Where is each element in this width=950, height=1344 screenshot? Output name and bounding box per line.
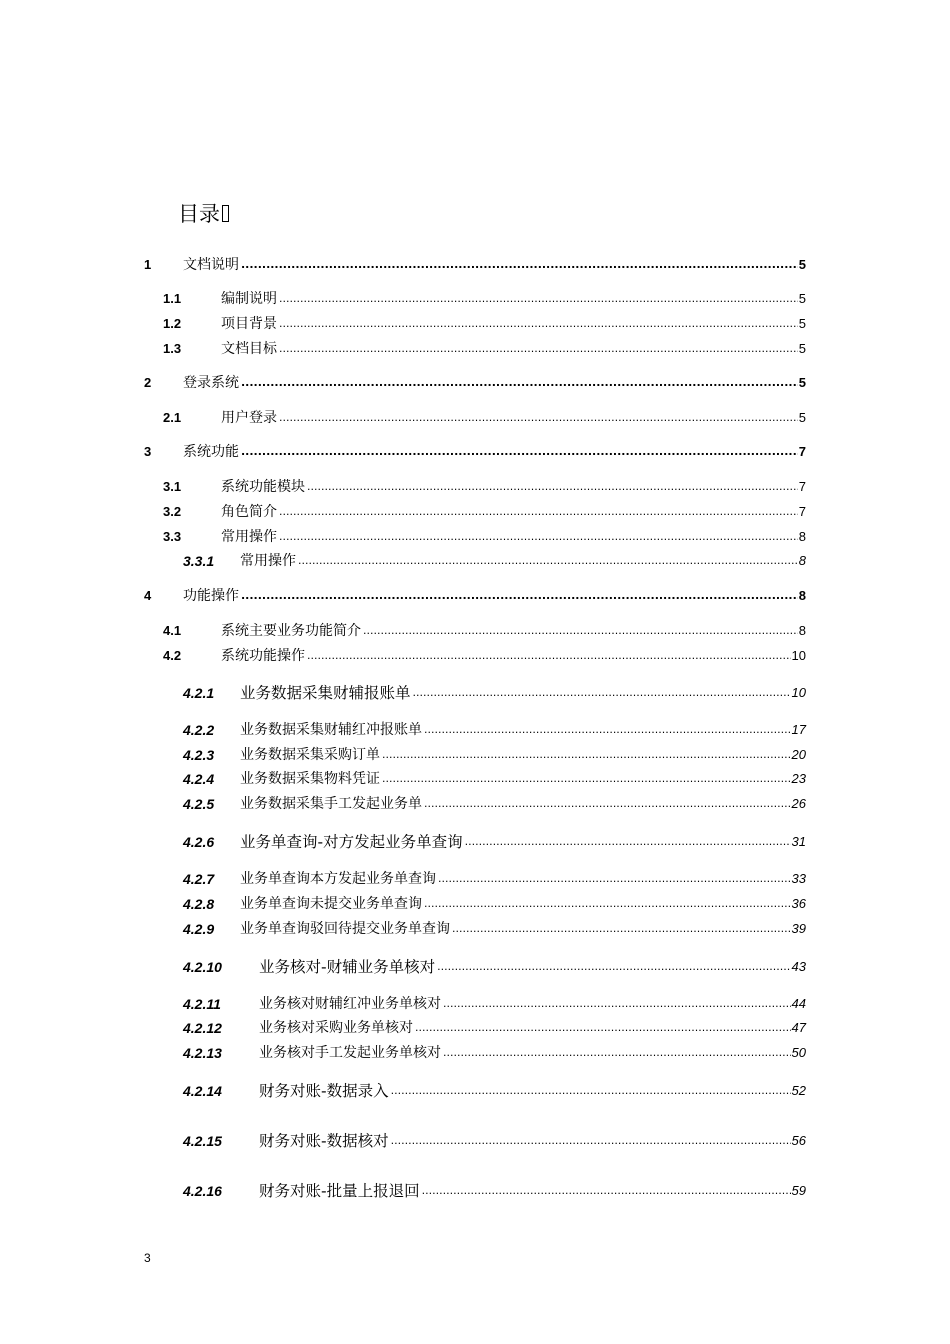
toc-leader-dots <box>437 956 790 978</box>
toc-entry-page: 5 <box>798 257 806 272</box>
toc-entry-label: 业务数据采集财辅报账单 <box>240 684 411 702</box>
toc-entry[interactable] <box>0 550 950 572</box>
toc-entry-page: 43 <box>791 959 806 974</box>
toc-entry-number: 1.2 <box>163 316 182 331</box>
toc-entry[interactable] <box>0 956 950 978</box>
toc-leader-dots <box>391 1130 791 1152</box>
toc-entry[interactable] <box>0 831 950 853</box>
toc-entry-label: 用户登录 <box>221 410 277 426</box>
toc-entry[interactable] <box>0 288 950 310</box>
toc-entry-page: 44 <box>791 996 806 1011</box>
toc-leader-dots <box>279 501 798 523</box>
toc-entry-page: 23 <box>791 771 806 786</box>
toc-entry-number: 4.2.2 <box>183 722 215 738</box>
toc-entry-page: 5 <box>798 410 806 425</box>
toc-entry-number: 4.2.16 <box>183 1183 222 1199</box>
toc-entry-number: 4.2.4 <box>183 771 215 787</box>
toc-entry-page: 7 <box>798 444 806 459</box>
toc-entry-page: 59 <box>791 1183 806 1198</box>
toc-entry[interactable] <box>0 407 950 429</box>
toc-entry[interactable] <box>0 893 950 915</box>
toc-leader-dots <box>452 918 791 940</box>
toc-entry-label: 功能操作 <box>183 588 239 604</box>
toc-entry[interactable] <box>0 1042 950 1064</box>
toc-entry[interactable] <box>0 768 950 790</box>
toc-entry[interactable] <box>0 313 950 335</box>
toc-entry[interactable] <box>0 254 950 276</box>
toc-entry-number: 2 <box>144 375 152 390</box>
toc-entry-number: 3.1 <box>163 479 182 494</box>
toc-entry-label: 常用操作 <box>221 529 277 545</box>
toc-entry-number: 1 <box>144 257 152 272</box>
toc-entry-page: 5 <box>798 291 806 306</box>
toc-entry-number: 3.3 <box>163 529 182 544</box>
toc-entry-page: 10 <box>791 648 806 663</box>
toc-leader-dots <box>424 893 791 915</box>
toc-entry[interactable] <box>0 1180 950 1202</box>
toc-entry-label: 业务单查询-对方发起业务单查询 <box>240 833 463 851</box>
toc-entry[interactable] <box>0 682 950 704</box>
toc-entry-number: 4 <box>144 588 152 603</box>
toc-leader-dots <box>279 313 798 335</box>
toc-entry-page: 52 <box>791 1083 806 1098</box>
toc-entry-number: 4.2.12 <box>183 1020 222 1036</box>
toc-entry-label: 财务对账-数据录入 <box>259 1082 389 1100</box>
toc-entry-number: 2.1 <box>163 410 182 425</box>
toc-entry[interactable] <box>0 645 950 667</box>
toc-entry-label: 系统主要业务功能简介 <box>221 623 361 639</box>
toc-entry-page: 8 <box>798 588 806 603</box>
toc-entry-page: 20 <box>791 747 806 762</box>
toc-entry-label: 业务核对-财辅业务单核对 <box>259 958 436 976</box>
toc-leader-dots <box>382 768 791 790</box>
toc-leader-dots <box>279 288 798 310</box>
toc-leader-dots <box>279 338 798 360</box>
toc-leader-dots <box>438 868 791 890</box>
toc-entry-page: 36 <box>791 896 806 911</box>
toc-entry-number: 3.3.1 <box>183 553 215 569</box>
toc-entry[interactable] <box>0 338 950 360</box>
toc-entry-number: 4.1 <box>163 623 182 638</box>
toc-leader-dots <box>241 372 798 394</box>
toc-title-text: 目录 <box>178 202 220 226</box>
toc-leader-dots <box>443 993 791 1015</box>
toc-entry-page: 10 <box>791 685 806 700</box>
toc-entry[interactable] <box>0 868 950 890</box>
toc-entry-page: 7 <box>798 479 806 494</box>
toc-entry-number: 4.2.11 <box>183 996 221 1012</box>
toc-entry[interactable] <box>0 918 950 940</box>
toc-entry-label: 财务对账-批量上报退回 <box>259 1182 420 1200</box>
page-number: 3 <box>144 1251 151 1265</box>
toc-entry-page: 7 <box>798 504 806 519</box>
toc-entry[interactable] <box>0 372 950 394</box>
toc-entry-page: 31 <box>791 834 806 849</box>
toc-entry[interactable] <box>0 744 950 766</box>
toc-entry-label: 业务数据采集采购订单 <box>240 747 380 763</box>
toc-entry[interactable] <box>0 585 950 607</box>
toc-leader-dots <box>279 407 798 429</box>
toc-leader-dots <box>363 620 798 642</box>
toc-entry-label: 登录系统 <box>183 375 239 391</box>
toc-entry-label: 文档目标 <box>221 341 277 357</box>
toc-entry-label: 业务单查询本方发起业务单查询 <box>240 871 436 887</box>
toc-entry-number: 4.2.15 <box>183 1133 222 1149</box>
toc-entry-number: 3 <box>144 444 152 459</box>
toc-entry-number: 4.2 <box>163 648 182 663</box>
toc-entry[interactable] <box>0 719 950 741</box>
toc-entry-page: 50 <box>791 1045 806 1060</box>
toc-entry-number: 4.2.8 <box>183 896 215 912</box>
toc-entry[interactable] <box>0 1017 950 1039</box>
toc-entry-page: 17 <box>791 722 806 737</box>
toc-entry-page: 56 <box>791 1133 806 1148</box>
toc-leader-dots <box>465 831 791 853</box>
toc-leader-dots <box>443 1042 791 1064</box>
toc-leader-dots <box>391 1080 791 1102</box>
toc-entry[interactable] <box>0 476 950 498</box>
toc-entry-label: 业务核对财辅红冲业务单核对 <box>259 996 441 1012</box>
toc-entry[interactable] <box>0 441 950 463</box>
toc-entry-label: 业务单查询未提交业务单查询 <box>240 896 422 912</box>
toc-entry[interactable] <box>0 1130 950 1152</box>
toc-entry-number: 4.2.1 <box>183 685 215 701</box>
toc-entry-label: 财务对账-数据核对 <box>259 1132 389 1150</box>
toc-entry-page: 5 <box>798 375 806 390</box>
toc-entry-page: 8 <box>798 529 806 544</box>
toc-entry-label: 业务单查询驳回待提交业务单查询 <box>240 921 450 937</box>
toc-entry[interactable] <box>0 501 950 523</box>
toc-entry-number: 4.2.13 <box>183 1045 222 1061</box>
toc-entry-page: 5 <box>798 316 806 331</box>
toc-leader-dots <box>307 645 791 667</box>
toc-entry-label: 业务数据采集物料凭证 <box>240 771 380 787</box>
toc-entry-number: 1.1 <box>163 291 182 306</box>
toc-leader-dots <box>298 550 798 572</box>
toc-entry-label: 系统功能操作 <box>221 648 305 664</box>
toc-leader-dots <box>413 682 791 704</box>
toc-entry-page: 47 <box>791 1020 806 1035</box>
toc-entry-number: 3.2 <box>163 504 182 519</box>
toc-entry-label: 编制说明 <box>221 291 277 307</box>
toc-entry-number: 4.2.3 <box>183 747 215 763</box>
toc-entry-number: 4.2.14 <box>183 1083 222 1099</box>
toc-entry-number: 4.2.9 <box>183 921 215 937</box>
toc-leader-dots <box>422 1180 791 1202</box>
toc-entry-number: 4.2.7 <box>183 871 215 887</box>
toc-entry-label: 项目背景 <box>221 316 277 332</box>
toc-leader-dots <box>241 254 798 276</box>
toc-leader-dots <box>307 476 798 498</box>
toc-entry-page: 33 <box>791 871 806 886</box>
toc-leader-dots <box>424 793 791 815</box>
toc-entry-number: 4.2.6 <box>183 834 215 850</box>
toc-leader-dots <box>424 719 791 741</box>
toc-entry[interactable] <box>0 1080 950 1102</box>
toc-entry-label: 系统功能模块 <box>221 479 305 495</box>
toc-entry-label: 角色简介 <box>221 504 277 520</box>
toc-entry-number: 4.2.5 <box>183 796 215 812</box>
toc-leader-dots <box>382 744 791 766</box>
toc-entry-label: 业务数据采集财辅红冲报账单 <box>240 722 422 738</box>
toc-entry-label: 业务核对采购业务单核对 <box>259 1020 413 1036</box>
toc-leader-dots <box>241 441 798 463</box>
toc-leader-dots <box>279 526 798 548</box>
toc-entry[interactable] <box>0 993 950 1015</box>
toc-entry-number: 4.2.10 <box>183 959 222 975</box>
toc-entry-number: 1.3 <box>163 341 182 356</box>
toc-entry-page: 39 <box>791 921 806 936</box>
toc-entry-label: 业务核对手工发起业务单核对 <box>259 1045 441 1061</box>
toc-entry[interactable] <box>0 620 950 642</box>
toc-entry-label: 系统功能 <box>183 444 239 460</box>
toc-entry-label: 业务数据采集手工发起业务单 <box>240 796 422 812</box>
toc-entry[interactable] <box>0 793 950 815</box>
toc-leader-dots <box>415 1017 791 1039</box>
toc-leader-dots <box>241 585 798 607</box>
toc-entry-page: 26 <box>791 796 806 811</box>
toc-entry[interactable] <box>0 526 950 548</box>
toc-entry-label: 文档说明 <box>183 257 239 273</box>
toc-entry-page: 8 <box>798 623 806 638</box>
toc-entry-page: 5 <box>798 341 806 356</box>
toc-entry-page: 8 <box>798 553 806 568</box>
toc-entry-label: 常用操作 <box>240 553 296 569</box>
